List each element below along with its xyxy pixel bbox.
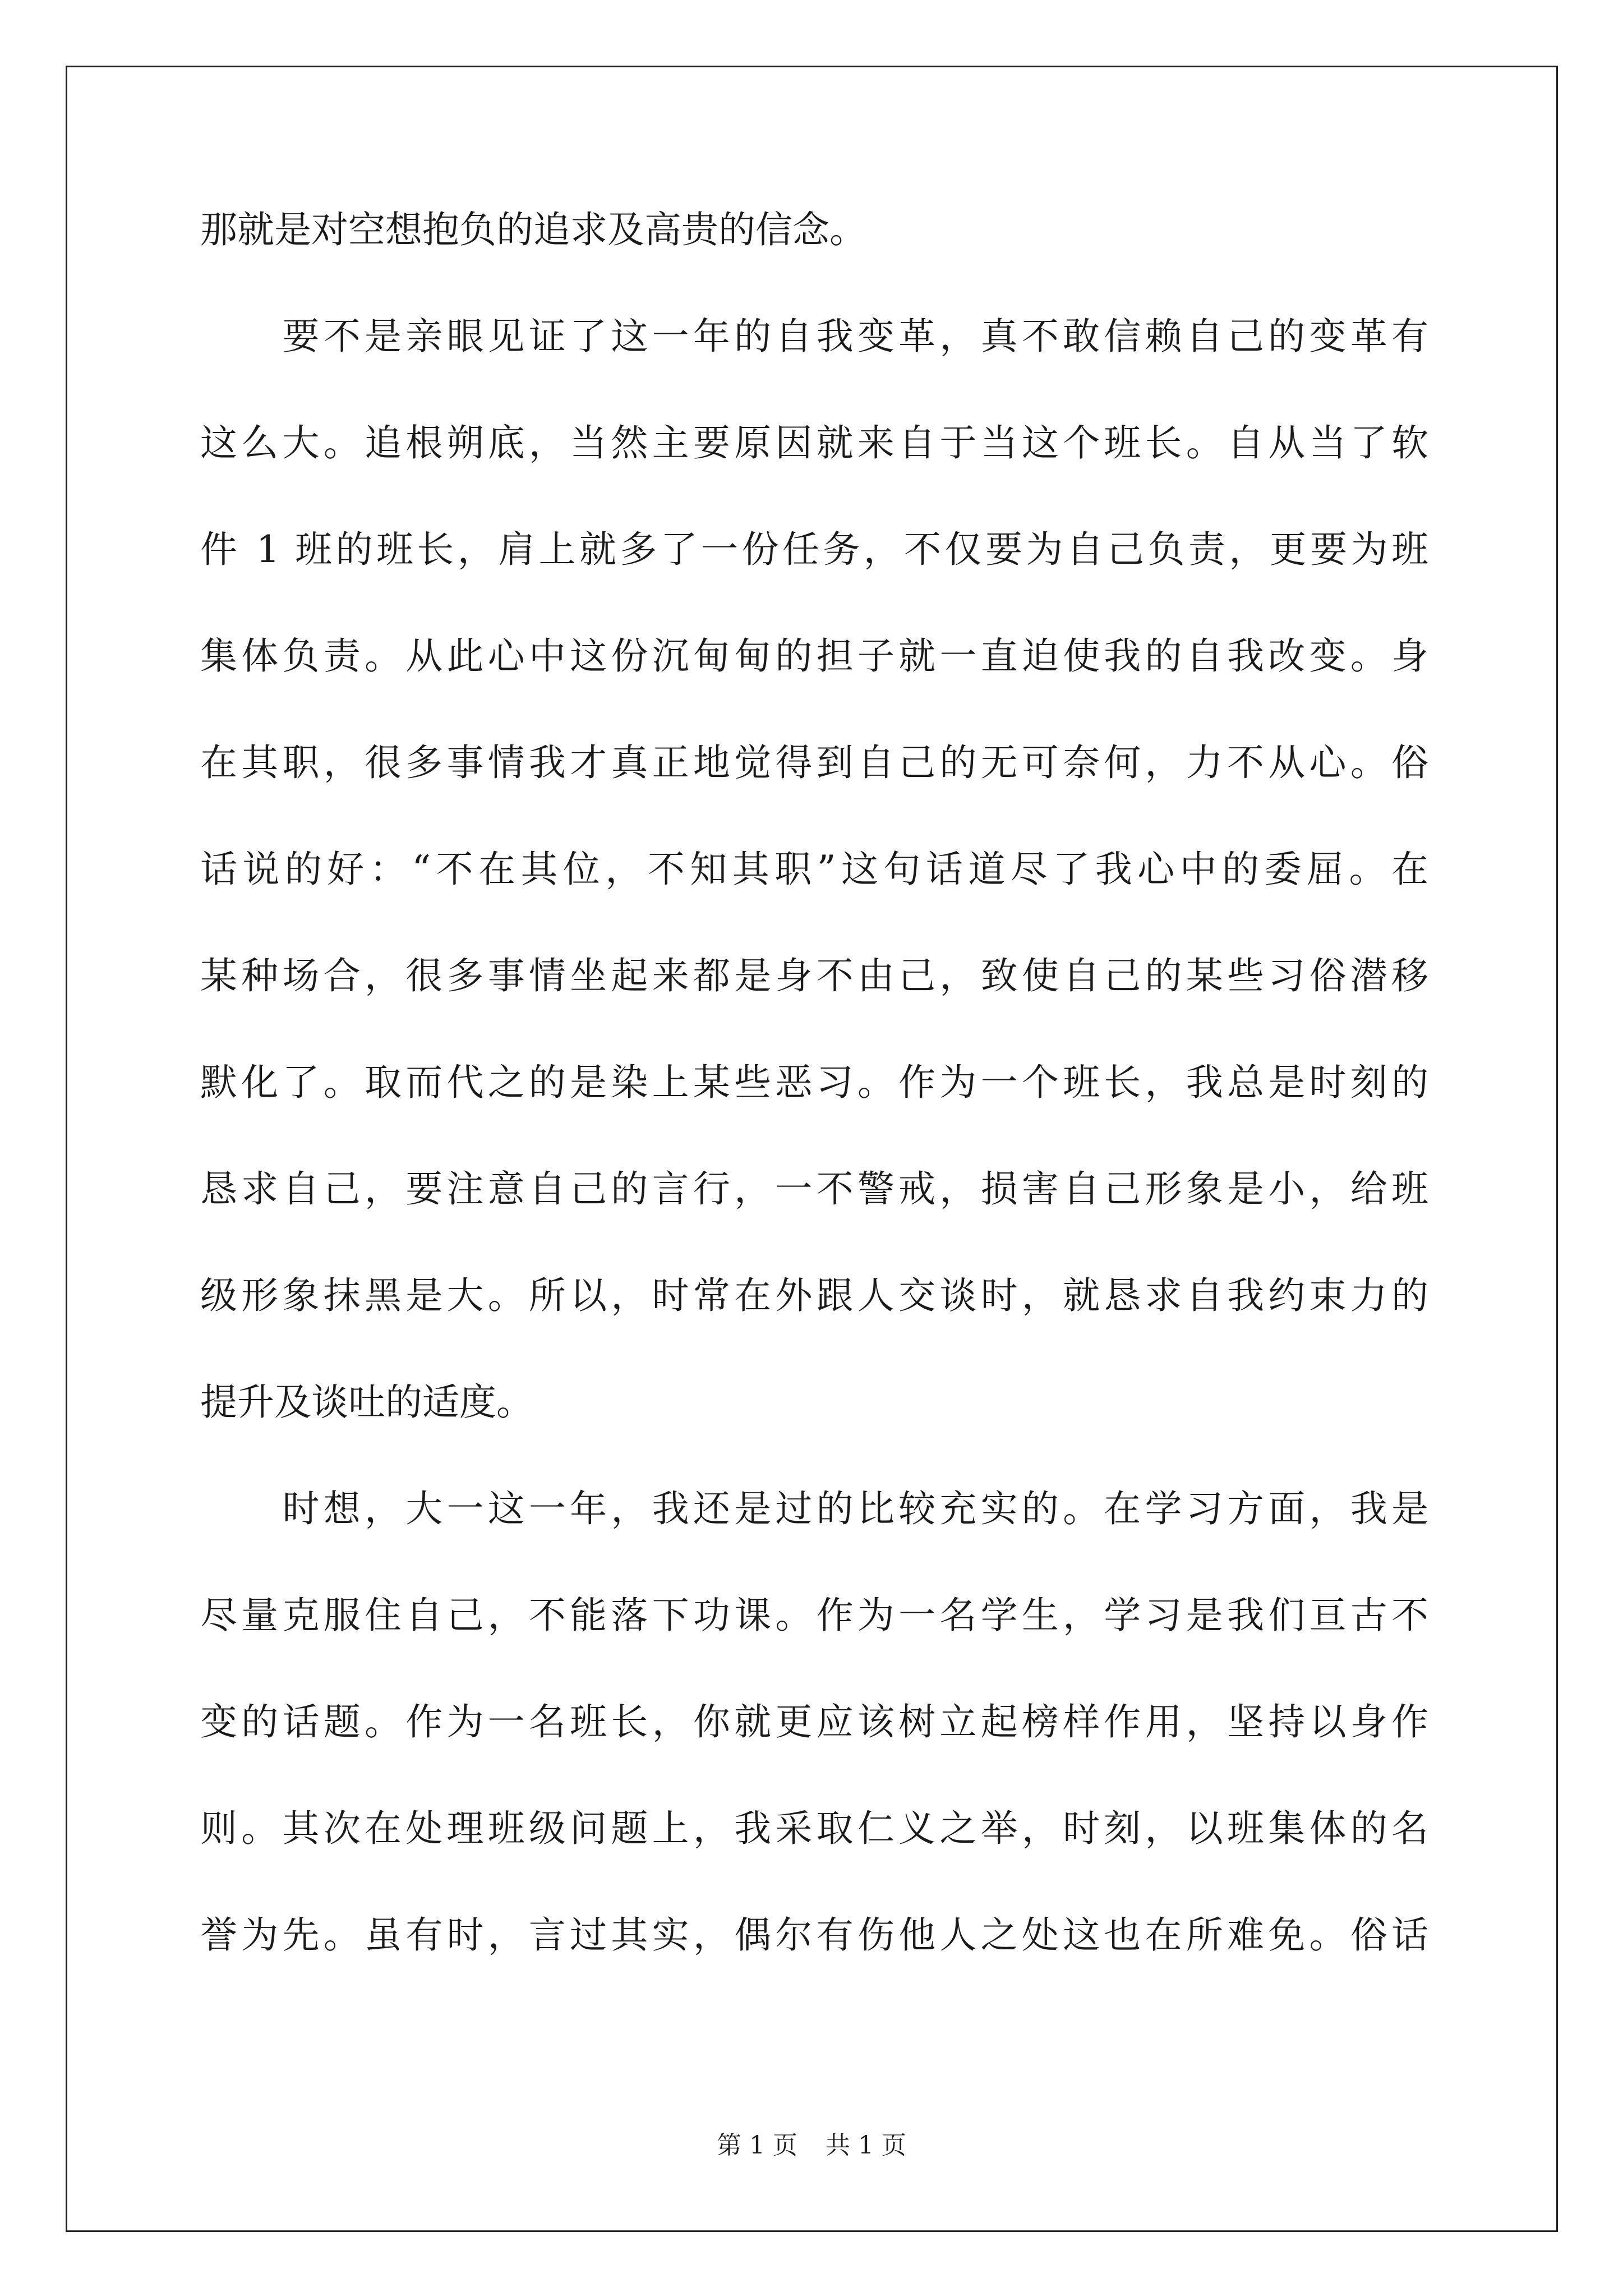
text-line: 恳求自己，要注意自己的言行，一不警戒，损害自己形象是小，给班: [200, 1167, 1428, 1211]
text-line: 变的话题。作为一名班长，你就更应该树立起榜样作用，坚持以身作: [200, 1700, 1428, 1743]
page-number: 第 1 页: [717, 2131, 797, 2160]
text-line: 集体负责。从此心中这份沉甸甸的担子就一直迫使我的自我改变。身: [200, 634, 1428, 678]
text-line: 件 1 班的班长，肩上就多了一份任务，不仅要为自己负责，更要为班: [200, 528, 1428, 571]
text-line: 则。其次在处理班级问题上，我采取仁义之举，时刻，以班集体的名: [200, 1807, 1428, 1850]
text-line: 誉为先。虽有时，言过其实，偶尔有伤他人之处这也在所难免。俗话: [200, 1913, 1428, 1957]
text-line: 在其职，很多事情我才真正地觉得到自己的无可奈何，力不从心。俗: [200, 741, 1428, 784]
text-line: 某种场合，很多事情坐起来都是身不由己，致使自己的某些习俗潜移: [200, 954, 1428, 997]
page-total: 共 1 页: [826, 2131, 906, 2160]
text-line: 时想，大一这一年，我还是过的比较充实的。在学习方面，我是: [200, 1487, 1428, 1530]
text-line: 那就是对空想抱负的追求及高贵的信念。: [200, 208, 866, 251]
text-line: 话说的好：“不在其位，不知其职”这句话道尽了我心中的委屈。在: [200, 848, 1428, 891]
text-line: 这么大。追根朔底，当然主要原因就来自于当这个班长。自从当了软: [200, 421, 1428, 464]
page-footer: [0, 2129, 1623, 2162]
text-line: 提升及谈吐的适度。: [200, 1381, 533, 1424]
text-line: 要不是亲眼见证了这一年的自我变革，真不敢信赖自己的变革有: [200, 315, 1428, 358]
text-line: 尽量克服住自己，不能落下功课。作为一名学生，学习是我们亘古不: [200, 1594, 1428, 1637]
text-line: 默化了。取而代之的是染上某些恶习。作为一个班长，我总是时刻的: [200, 1061, 1428, 1104]
text-line: 级形象抹黑是大。所以，时常在外跟人交谈时，就恳求自我约束力的: [200, 1274, 1428, 1317]
